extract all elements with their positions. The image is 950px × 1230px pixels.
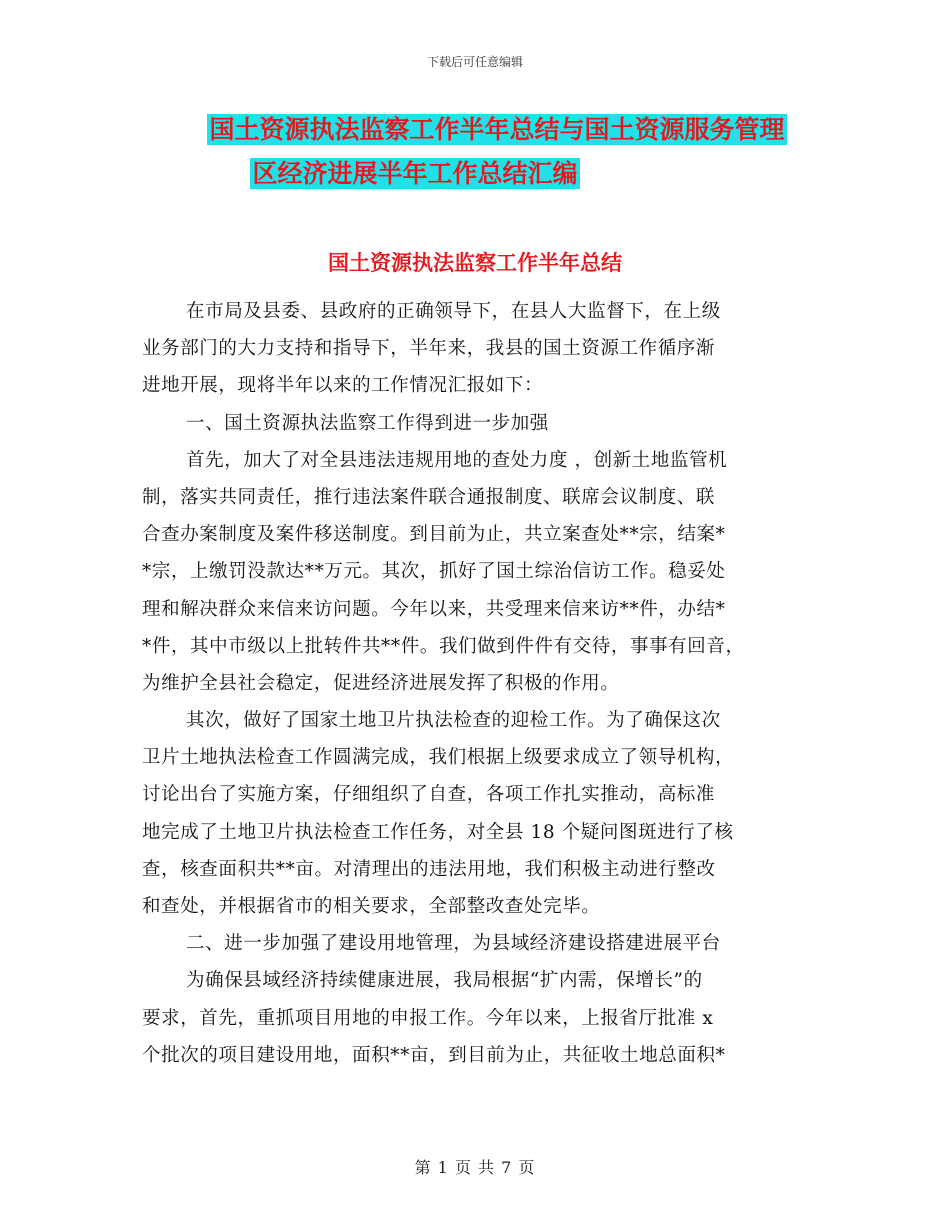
text-line: 查，核查面积共**亩。对清理出的违法用地，我们积极主动进行整改 (142, 858, 716, 880)
text-line: 和查处，并根据省市的相关要求，全部整改查处完毕。 (142, 896, 601, 917)
text-line: 二、进一步加强了建设用地管理，为县域经济建设搭建进展平台 (186, 933, 721, 955)
text-line: 一、国土资源执法监察工作得到进一步加强 (186, 412, 549, 434)
document-title-line-2-text: 区经济进展半年工作总结汇编 (252, 159, 578, 188)
text-line: 在市局及县委、县政府的正确领导下，在县人大监督下，在上级 (186, 301, 721, 322)
document-title-line-2 (0, 156, 890, 192)
text-line: 制，落实共同责任，推行违法案件联合通报制度、联席会议制度、联 (142, 486, 716, 508)
text-line: 其次，做好了国家土地卫片执法检查的迎检工作。为了确保这次 (186, 710, 721, 732)
text-line: 要求，首先，重抓项目用地的申报工作。今年以来，上报省厅批准 x (142, 1007, 714, 1029)
text-line: 地完成了土地卫片执法检查工作任务，对全县 18 个疑问图斑进行了核 (142, 821, 734, 843)
section-title: 国土资源执法监察工作半年总结 (328, 251, 622, 275)
text-line: 进地开展，现将半年以来的工作情况汇报如下： (142, 375, 544, 397)
text-line: 合查办案制度及案件移送制度。到目前为止，共立案查处**宗，结案* (142, 524, 726, 546)
text-line: *件，其中市级以上批转件共**件。我们做到件件有交待，事事有回音， (142, 635, 745, 657)
text-line: 讨论出台了实施方案，仔细组织了自查，各项工作扎实推动，高标准 (142, 784, 716, 806)
text-line: 为维护全县社会稳定，促进经济进展发挥了积极的作用。 (142, 672, 620, 694)
text-line: 首先，加大了对全县违法违规用地的查处力度 ，创新土地监管机 (186, 449, 728, 471)
text-line: *宗，上缴罚没款达**万元。其次，抓好了国土综治信访工作。稳妥处 (142, 561, 726, 583)
body-text (142, 293, 822, 1074)
document-title-line-1 (22, 112, 950, 148)
text-line: 理和解决群众来信来访问题。今年以来，共受理来信来访**件，办结* (142, 598, 726, 620)
text-line: 卫片土地执法检查工作圆满完成，我们根据上级要求成立了领导机构， (142, 747, 735, 769)
header-note: 下载后可任意编辑 (426, 55, 523, 69)
text-line: 个批次的项目建设用地，面积**亩，到目前为止，共征收土地总面积* (142, 1044, 726, 1066)
page-footer: 第 1 页 共 7 页 (414, 1158, 536, 1177)
document-title-line-1-text: 国土资源执法监察工作半年总结与国土资源服务管理 (209, 115, 785, 144)
text-line: 业务部门的大力支持和指导下，半年来，我县的国土资源工作循序渐 (142, 338, 716, 360)
text-line: 为确保县域经济持续健康进展，我局根据“扩内需，保增长”的 (186, 970, 703, 992)
